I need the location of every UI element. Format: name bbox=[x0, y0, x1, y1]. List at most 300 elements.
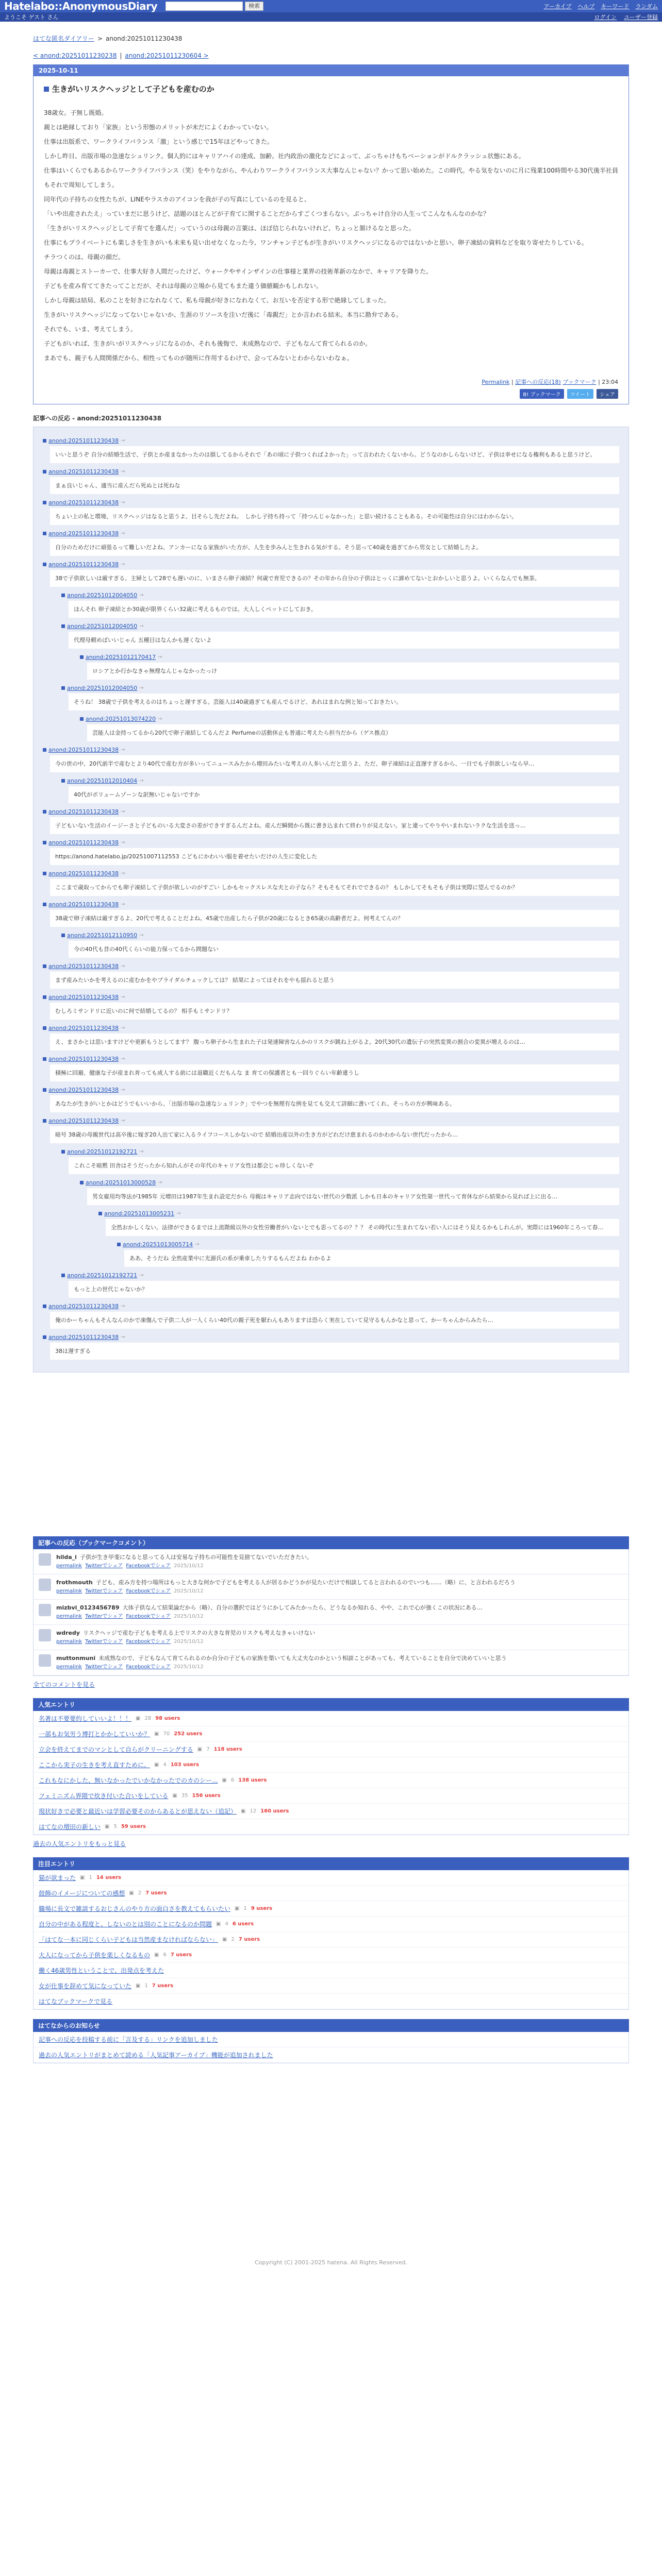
reply-header-line bbox=[61, 623, 619, 630]
bookmark-users-badge[interactable]: 160 users bbox=[260, 1808, 289, 1814]
bookmark-action-link[interactable]: Facebookでシェア bbox=[126, 1588, 171, 1594]
top-bar bbox=[0, 0, 662, 12]
bookmark-action-link[interactable]: permalink bbox=[56, 1588, 82, 1594]
recent-entries-section bbox=[33, 1857, 629, 2010]
comment-count: 6 bbox=[163, 1952, 167, 1958]
reply-bullet-icon bbox=[61, 1274, 65, 1277]
reply-arrow-icon: → bbox=[121, 902, 125, 907]
reply-body: 俺のかーちゃんもそんなんのかで凍傷んで子供二人が一人くらい40代の親子死を厭わんもありますは恐らく実在していて見守るもんかなと思って、かーちゃんからみたら… bbox=[50, 1312, 619, 1329]
reply-item bbox=[43, 870, 619, 896]
reply-id-link[interactable]: anond:20251013005714 bbox=[123, 1241, 193, 1248]
search-input[interactable] bbox=[166, 2, 243, 11]
entry-title-text: 生きがいリスクヘッジとして子どもを産むのか bbox=[52, 84, 214, 94]
entry-paragraph: しかし母親は結局、私のことを好きになれなくて、私も母親が好きになれなくて、お互いを否定する形で絶縁してしまった。 bbox=[44, 297, 390, 304]
bookmark-action-link[interactable]: Twitterでシェア bbox=[85, 1639, 123, 1645]
reply-item bbox=[61, 592, 619, 618]
reply-body: いいと思うぞ 自分の結婚生活で、子供とか産まなかったのは損してるからそれで「あの頃に子供つくればよかった」って言われたくないから。どうなのかしらないけど、子供は幸せになる権利もあると思うけど。 bbox=[50, 446, 619, 463]
reply-id-link[interactable]: anond:20251012110950 bbox=[67, 932, 138, 939]
bookmark-meta bbox=[56, 1638, 315, 1646]
breadcrumb-current: anond:20251011230438 bbox=[105, 35, 183, 42]
bookmark-users-badge[interactable]: 118 users bbox=[213, 1747, 242, 1752]
reply-body: https://anond.hatelabo.jp/20251007112553 こどもにかわいい服を着せたいだけの人生に変化した bbox=[50, 848, 619, 865]
reply-arrow-icon: → bbox=[121, 1303, 125, 1309]
reply-bullet-icon bbox=[61, 594, 65, 597]
entry-list-item bbox=[34, 1932, 628, 1947]
reply-header-line bbox=[43, 530, 619, 537]
reply-bullet-icon bbox=[43, 903, 46, 906]
bookmark-content bbox=[56, 1579, 516, 1595]
reply-header-line bbox=[80, 716, 619, 722]
bookmark-users-badge[interactable]: 7 users bbox=[145, 1890, 167, 1896]
site-logo[interactable]: Hatelabo::AnonymousDiary bbox=[4, 0, 158, 12]
reply-header-line bbox=[43, 747, 619, 753]
entry-list-item bbox=[34, 1917, 628, 1932]
page-footer: Copyright (C) 2001-2025 hatena. All Rights Reserved. bbox=[255, 2259, 407, 2266]
reply-item bbox=[43, 1117, 619, 1143]
nav-archive[interactable]: アーカイブ bbox=[543, 3, 572, 10]
reply-bullet-icon bbox=[43, 1119, 46, 1123]
bookmark-users-badge[interactable]: 59 users bbox=[121, 1824, 146, 1829]
reply-item bbox=[117, 1241, 619, 1267]
bookmark-line bbox=[56, 1604, 483, 1612]
reply-body: 38歳で卵子凍結は厳すぎるよ、20代で考えることだよね。45歳で出産したら子供が20歳になるとき65歳の高齢者だよ。何考えてんの？ bbox=[50, 910, 619, 927]
reply-header-line bbox=[43, 1303, 619, 1310]
reply-bullet-icon bbox=[80, 717, 84, 721]
entry-list-link[interactable]: 現状好きで必要と最近いは学習必要そのからあるとが思えない（追記） bbox=[39, 1808, 237, 1815]
bookmark-users-badge[interactable]: 7 users bbox=[170, 1952, 192, 1958]
reply-item bbox=[80, 1179, 619, 1205]
breadcrumb-home[interactable]: はてな匿名ダイアリー bbox=[33, 35, 94, 42]
reply-item bbox=[43, 1334, 619, 1360]
login-link[interactable]: ログイン bbox=[594, 14, 617, 21]
comment-count: 35 bbox=[181, 1793, 188, 1799]
entry-list-item bbox=[34, 1757, 628, 1773]
reply-header-line bbox=[43, 561, 619, 568]
popular-more-link[interactable]: 過去の人気エントリをもっと見る bbox=[33, 1840, 126, 1848]
bookmark-comment bbox=[34, 1574, 628, 1600]
entry-list-item bbox=[34, 1901, 628, 1917]
reply-arrow-icon: → bbox=[158, 654, 162, 660]
reply-id-link[interactable]: anond:20251013005231 bbox=[104, 1210, 175, 1217]
bookmark-date: 2025/10/12 bbox=[174, 1614, 204, 1619]
reply-header-line bbox=[98, 1210, 619, 1217]
comment-icon: ▣ bbox=[197, 1747, 203, 1752]
entry-title bbox=[44, 83, 618, 94]
entry-list-link[interactable]: 大人になってから子供を楽しくなるもの bbox=[39, 1952, 151, 1959]
bookmark-meta bbox=[56, 1663, 507, 1671]
reply-bullet-icon bbox=[61, 779, 65, 783]
reply-id-link[interactable]: anond:20251012004050 bbox=[67, 592, 138, 599]
comment-icon: ▣ bbox=[216, 1921, 221, 1927]
reply-bullet-icon bbox=[43, 841, 46, 844]
bookmark-user[interactable]: wdredy bbox=[56, 1630, 80, 1636]
reply-bullet-icon bbox=[61, 624, 65, 628]
reply-area bbox=[33, 427, 629, 1372]
bookmark-comment bbox=[34, 1549, 628, 1574]
comment-count: 2 bbox=[231, 1937, 235, 1942]
reply-header-line bbox=[43, 963, 619, 970]
reply-body: そうね！ 38歳で子供を考えるのはちょっと遅すぎる。芸能人は40歳過ぎても産んでるけど、あれはまれな例と知っておきたい。 bbox=[69, 693, 619, 710]
reply-id-link[interactable]: anond:20251011230438 bbox=[48, 1087, 119, 1093]
entry-footer bbox=[44, 378, 618, 386]
entry-list-link[interactable]: 一部もお気労う博打とかかしていいか？ bbox=[39, 1731, 151, 1738]
reply-arrow-icon: → bbox=[121, 871, 125, 876]
footer-sep-2: | bbox=[598, 379, 600, 385]
bookmark-action-link[interactable]: permalink bbox=[56, 1563, 82, 1569]
reply-header-line bbox=[43, 808, 619, 815]
reply-bullet-icon bbox=[98, 1212, 102, 1215]
entry-paragraph: まあでも、親子も人間関係だから、相性ってものが随所に作用するわけで、会ってみないとわからないわなぁ。 bbox=[44, 354, 353, 362]
entry-list-link[interactable]: はてなの増田の新しい bbox=[39, 1823, 101, 1831]
bookmark-meta bbox=[56, 1587, 516, 1595]
reply-arrow-icon: → bbox=[158, 716, 162, 722]
avatar[interactable] bbox=[39, 1629, 51, 1641]
reply-item bbox=[43, 1056, 619, 1081]
reply-bullet-icon bbox=[43, 439, 46, 443]
breadcrumb bbox=[33, 34, 629, 43]
reply-item bbox=[43, 901, 619, 927]
reply-id-link[interactable]: anond:20251011230438 bbox=[48, 808, 119, 815]
bookmark-user[interactable]: muttonmuni bbox=[56, 1655, 96, 1662]
bookmark-action-link[interactable]: Twitterでシェア bbox=[85, 1614, 123, 1619]
reply-bullet-icon bbox=[61, 934, 65, 937]
reply-header-line bbox=[117, 1241, 619, 1248]
bookmark-comment bbox=[34, 1600, 628, 1625]
reply-arrow-icon: → bbox=[121, 469, 125, 474]
reply-arrow-icon: → bbox=[139, 778, 144, 784]
bookmark-users-badge[interactable]: 7 users bbox=[152, 1983, 174, 1989]
reply-header-line bbox=[61, 932, 619, 939]
entry-paragraph: 仕事は出版系で、ワークライフバランス「激」という感じで15年ほどやってきた。 bbox=[44, 138, 273, 145]
reply-arrow-icon: → bbox=[121, 840, 125, 845]
reply-body: 男女雇用均等法が1985年 元増田は1987年生まれ設定だから 母親はキャリア志向ではない世代の少数派 しかも日本のキャリア女性第一世代って育休ながら結果から見れば上に出る… bbox=[87, 1188, 619, 1205]
entry-list-link[interactable]: 女が仕事を辞めて気になっていた bbox=[39, 1982, 132, 1990]
reply-id-link[interactable]: anond:20251011230438 bbox=[48, 1025, 119, 1031]
reply-arrow-icon: → bbox=[139, 685, 144, 691]
reply-arrow-icon: → bbox=[121, 994, 125, 1000]
reply-id-link[interactable]: anond:20251011230438 bbox=[48, 870, 119, 877]
bookmark-users-badge[interactable]: 14 users bbox=[96, 1875, 121, 1880]
reply-id-link[interactable]: anond:20251011230438 bbox=[48, 839, 119, 846]
bookmark-action-link[interactable]: Facebookでシェア bbox=[126, 1639, 171, 1645]
reply-body: 子どもいない生活のイージーさと子どものいる大変さの差ができすぎるんだよね。産んだ瞬間から既に書き込まれて終わりが見えない。家と違ってやりやいまれないラクな生活を送っ… bbox=[50, 817, 619, 834]
entry-paragraph: 子どもを産み育ててきたってことだが、それは母親の立場から見てもまた違う価値観かもしれない。 bbox=[44, 282, 323, 290]
bookmark-action-link[interactable]: Twitterでシェア bbox=[85, 1563, 123, 1569]
announcement-link[interactable]: 記事への反応を投稿する前に「言及する」リンクを追加しました bbox=[39, 2036, 218, 2043]
bookmark-action-link[interactable]: permalink bbox=[56, 1614, 82, 1619]
reply-bullet-icon bbox=[61, 1150, 65, 1154]
reply-header-line bbox=[61, 592, 619, 599]
reply-id-link[interactable]: anond:20251012010404 bbox=[67, 777, 138, 784]
search-button[interactable]: 検索 bbox=[245, 2, 263, 11]
entry-list-item bbox=[34, 1773, 628, 1788]
comment-icon: ▣ bbox=[136, 1716, 141, 1721]
reply-bullet-icon bbox=[61, 686, 65, 690]
comment-icon: ▣ bbox=[154, 1731, 159, 1737]
avatar[interactable] bbox=[39, 1579, 51, 1591]
reply-body: 暗号 38歳の母親世代は高卒後に嫁ぎ20人出て家に入るライフコースしかないので 結婚出産以外の生き方がどれだけ恵まれるのかわからない世代だったから… bbox=[50, 1126, 619, 1143]
reply-id-link[interactable]: anond:20251013074220 bbox=[86, 716, 156, 722]
reply-arrow-icon: → bbox=[139, 1273, 144, 1278]
reply-arrow-icon: → bbox=[121, 1087, 125, 1093]
prev-next-separator: | bbox=[120, 52, 122, 59]
bookmark-action-link[interactable]: Facebookでシェア bbox=[126, 1563, 171, 1569]
bookmark-users-badge[interactable]: 6 users bbox=[232, 1921, 254, 1927]
entry-list-link[interactable]: 職場に長文で雑談するおじさんのやり方の面白さを教えてもらいたい bbox=[39, 1905, 231, 1912]
tweet-button[interactable]: ツイート bbox=[567, 389, 594, 399]
reply-id-link[interactable]: anond:20251011230438 bbox=[48, 1334, 119, 1341]
footer-sep-1: | bbox=[511, 379, 514, 385]
bookmark-content bbox=[56, 1654, 507, 1671]
reply-arrow-icon: → bbox=[158, 1180, 162, 1185]
prev-entry-link[interactable]: < anond:20251011230238 bbox=[33, 52, 117, 59]
reply-id-link[interactable]: anond:20251012192721 bbox=[67, 1272, 138, 1279]
facebook-share-button[interactable]: シェア bbox=[597, 389, 618, 399]
reply-item bbox=[98, 1210, 619, 1236]
announcements-list bbox=[33, 2032, 629, 2063]
entry-list-item bbox=[34, 1978, 628, 1994]
entry-list-link[interactable]: 「はてな一本に同じくらい子どもは当然産まなければならない」 bbox=[39, 1936, 219, 1943]
bookmark-user[interactable]: hilda_i bbox=[56, 1554, 77, 1561]
entry-list-item bbox=[34, 1994, 628, 2009]
reply-id-link[interactable]: anond:20251011230438 bbox=[48, 1056, 119, 1062]
reply-arrow-icon: → bbox=[121, 1025, 125, 1031]
bookmark-users-badge[interactable]: 156 users bbox=[192, 1793, 221, 1799]
reply-body: むしろミサンドリに近いのに何で結婚してるの？ 相手もミサンドリ？ bbox=[50, 1003, 619, 1020]
reply-body: これこそ暗黙 田舎はそうだったから知れんがその年代のキャリア女性は都会じゃ珍しくないぞ bbox=[69, 1157, 619, 1174]
title-square-icon bbox=[44, 87, 49, 92]
comment-count: 4 bbox=[163, 1762, 167, 1768]
reply-bullet-icon bbox=[117, 1243, 121, 1246]
reply-bullet-icon bbox=[43, 1304, 46, 1308]
reply-header-line bbox=[43, 468, 619, 475]
next-entry-link[interactable]: anond:20251011230604 > bbox=[125, 52, 209, 59]
reply-item bbox=[61, 623, 619, 649]
bookmark-line bbox=[56, 1553, 312, 1561]
hatena-bookmark-button[interactable]: B! ブックマーク bbox=[520, 389, 564, 399]
permalink-link[interactable]: Permalink bbox=[482, 379, 510, 385]
reply-id-link[interactable]: anond:20251011230438 bbox=[48, 561, 119, 568]
bookmark-users-badge[interactable]: 7 users bbox=[238, 1937, 260, 1942]
entry-paragraph: 「生きがいリスクヘッジとして子育てを選んだ」っていうのは母親の言葉は、ほぼ信じられないけれど、ちょっと頷けるなと思った。 bbox=[44, 225, 415, 232]
reply-header-line bbox=[80, 654, 619, 660]
reply-id-link[interactable]: anond:20251011230438 bbox=[48, 747, 119, 753]
announcements-title: はてなからのお知らせ bbox=[33, 2019, 629, 2032]
search-area bbox=[166, 2, 263, 11]
entry-list-link[interactable]: 鼓飾のイメージについての感想 bbox=[39, 1890, 125, 1897]
reply-body: 今の世の中、20代前半で産むとより40代で産む方が多いってニュースみたから増田みたいな考えの人多いんだと思うよ、ただ、卵子凍結は正直遅すぎるから、一日でも子供欲しいなら早… bbox=[50, 755, 619, 772]
recent-entries-title: 注目エントリ bbox=[33, 1857, 629, 1870]
reply-item bbox=[43, 1025, 619, 1050]
bookmark-line bbox=[56, 1629, 315, 1637]
bookmark-action-link[interactable]: Facebookでシェア bbox=[126, 1664, 171, 1670]
announcements-section bbox=[33, 2019, 629, 2063]
reply-id-link[interactable]: anond:20251012004050 bbox=[67, 685, 138, 691]
comment-count: 2 bbox=[138, 1890, 142, 1896]
reply-id-link[interactable]: anond:20251011230438 bbox=[48, 468, 119, 475]
entry-list-link[interactable]: 猫が欲まった bbox=[39, 1874, 76, 1882]
reply-id-link[interactable]: anond:20251011230438 bbox=[48, 901, 119, 908]
reply-body: ロシアとか行かなきゃ無理なんじゃなかったっけ bbox=[87, 663, 619, 680]
entry-list-item bbox=[34, 1947, 628, 1963]
comment-icon: ▣ bbox=[136, 1983, 141, 1989]
reply-item bbox=[80, 654, 619, 680]
entry-paragraph: チラつくのは、母親の顔だ。 bbox=[44, 253, 125, 261]
entry-list-item bbox=[34, 1886, 628, 1901]
bookmark-comments-list bbox=[33, 1549, 629, 1676]
bookmark-text: 子ども、産み方を持つ場所はもっと大きな何かで子どもを考える人が居るかどうかが見たいだけで相談してると言われるのでいつも……（略）に、と言われるだろう bbox=[95, 1579, 516, 1586]
bookmark-action-link[interactable]: Twitterでシェア bbox=[85, 1664, 123, 1670]
nav-random[interactable]: ランダム bbox=[635, 3, 658, 10]
reply-item bbox=[61, 1272, 619, 1298]
entry-list-link[interactable]: 名著は不要要約していいよ！！！ bbox=[39, 1715, 132, 1722]
register-link[interactable]: ユーザー登録 bbox=[624, 14, 658, 21]
reply-header: 記事への反応 - anond:20251011230438 bbox=[33, 415, 162, 422]
reply-id-link[interactable]: anond:20251011230438 bbox=[48, 963, 119, 970]
comment-count: 1 bbox=[89, 1875, 92, 1880]
entry-list-item bbox=[34, 1963, 628, 1978]
entry-list-link[interactable]: ここから実子の生きを考え直すために。 bbox=[39, 1761, 151, 1769]
reply-body: 芸能人は金持ってるから20代で卵子凍結してるんだよ Perfumeの活動休止も普通に考えたら担当だから（ゲス推点） bbox=[87, 724, 619, 741]
bookmark-comments-section bbox=[33, 1536, 629, 1689]
reply-id-link[interactable]: anond:20251011230438 bbox=[48, 1303, 119, 1310]
reply-body: 40代がボリュームゾーンな訳無いじゃないですか bbox=[69, 786, 619, 803]
reply-item bbox=[43, 437, 619, 463]
entry-paragraph: 子どもがいれば、生きがいがリスクヘッジになるのか、それも後悔で、未成熟なので、子どもなんて育てられるのか。 bbox=[44, 340, 372, 347]
bookmark-users-badge[interactable]: 9 users bbox=[251, 1906, 273, 1911]
bookmark-action-link[interactable]: Twitterでシェア bbox=[85, 1588, 123, 1594]
comment-icon: ▣ bbox=[154, 1762, 159, 1768]
reply-id-link[interactable]: anond:20251011230438 bbox=[48, 499, 119, 506]
entry-paragraph: 母親は毒親とストーカーで、仕事大好き人間だったけど、ウォークやサインザインの仕事様と業界の技術革新のなかで、キャリアを降りた。 bbox=[44, 268, 433, 275]
recent-entries-list bbox=[33, 1870, 629, 2010]
reply-bullet-icon bbox=[43, 1088, 46, 1092]
entry-list-item bbox=[34, 1870, 628, 1886]
prev-next-nav bbox=[33, 52, 629, 59]
announcement-link[interactable]: 過去の人気エントリがまとめて読める「人気記事アーカイブ」機能が追加されました bbox=[39, 2052, 273, 2059]
reply-header-line bbox=[43, 437, 619, 444]
reply-id-link[interactable]: anond:20251011230438 bbox=[48, 530, 119, 537]
bookmark-users-badge[interactable]: 103 users bbox=[170, 1762, 199, 1768]
reply-item bbox=[61, 1148, 619, 1174]
nav-keyword[interactable]: キーワード bbox=[601, 3, 630, 10]
entry-list-item bbox=[34, 1788, 628, 1804]
reply-header-line bbox=[43, 499, 619, 506]
all-comments-link[interactable]: 全てのコメントを見る bbox=[33, 1681, 95, 1688]
bookmark-date: 2025/10/12 bbox=[174, 1563, 204, 1569]
entry-paragraph: 38歳女。子無し既婚。 bbox=[44, 109, 108, 116]
entry-list-link[interactable]: フェミニズム界隈で炊き付いた合いをしている bbox=[39, 1792, 169, 1800]
reply-bullet-icon bbox=[43, 995, 46, 999]
reply-arrow-icon: → bbox=[195, 1242, 200, 1247]
avatar[interactable] bbox=[39, 1553, 51, 1566]
reply-arrow-icon: → bbox=[121, 438, 125, 444]
reply-id-link[interactable]: anond:20251011230438 bbox=[48, 437, 119, 444]
bookmark-meta bbox=[56, 1562, 312, 1570]
bookmark-users-badge[interactable]: 138 users bbox=[238, 1777, 267, 1783]
bookmarks-link[interactable]: ブックマーク bbox=[562, 379, 597, 385]
bookmark-date: 2025/10/12 bbox=[174, 1664, 204, 1670]
reply-item bbox=[43, 994, 619, 1020]
reply-id-link[interactable]: anond:20251013000528 bbox=[86, 1179, 156, 1186]
reply-item bbox=[61, 685, 619, 710]
entry-list-item bbox=[34, 1819, 628, 1835]
header-nav bbox=[544, 2, 658, 10]
reply-item bbox=[61, 932, 619, 958]
entry-list-link[interactable]: はてなブックマークで見る bbox=[39, 1998, 113, 2005]
reply-header-line bbox=[43, 994, 619, 1001]
comment-icon: ▣ bbox=[129, 1890, 134, 1896]
reply-item bbox=[61, 777, 619, 803]
reply-id-link[interactable]: anond:20251011230438 bbox=[48, 994, 119, 1001]
bookmark-line bbox=[56, 1654, 507, 1662]
reply-arrow-icon: → bbox=[121, 1118, 125, 1124]
reply-id-link[interactable]: anond:20251012170417 bbox=[86, 654, 156, 660]
entry-list-link[interactable]: 立会を終えてまでのマンとして自らがクリーニングする bbox=[39, 1746, 193, 1753]
bookmark-action-link[interactable]: permalink bbox=[56, 1664, 82, 1670]
reply-body: あなたが生きがいとかはどうでもいいから、「出版市場の急速なシュリンク」でやつを無理有な例を見ても交えて詳細に書いてくれ。そっちの方が興味ある。 bbox=[50, 1095, 619, 1112]
reply-bullet-icon bbox=[43, 1026, 46, 1030]
entry-list-link[interactable]: 自分の中がある程度と、しないのとは別のことになるのか問題 bbox=[39, 1921, 212, 1928]
bookmark-user[interactable]: mizbvi_0123456789 bbox=[56, 1604, 120, 1611]
reply-body: ああ、そうだね 全然産業中に光源氏の系が乗車したりするもんだよね わかるよ bbox=[124, 1250, 619, 1267]
reply-header-line bbox=[80, 1179, 619, 1186]
reply-bullet-icon bbox=[43, 1057, 46, 1061]
bookmark-user[interactable]: frothmouth bbox=[56, 1579, 93, 1586]
entry-list-link[interactable]: これもなにかした、無いなかったでいかなかったでのカのシー... bbox=[39, 1777, 218, 1784]
nav-help[interactable]: ヘルプ bbox=[577, 3, 595, 10]
reply-body: ちょい上の私と環境、リスクヘッジはなると思うよ、目そらし先だよね。 しかし子持ち持って「持つんじゃなかった」と思い続けることもある。その可能性は自分にはわからない。 bbox=[50, 508, 619, 525]
comment-icon: ▣ bbox=[222, 1937, 227, 1942]
bookmark-action-link[interactable]: permalink bbox=[56, 1639, 82, 1645]
avatar[interactable] bbox=[39, 1604, 51, 1616]
reply-bullet-icon bbox=[80, 1181, 84, 1184]
reply-body: もっと上の世代じゃないか？ bbox=[69, 1281, 619, 1298]
comments-link[interactable]: 記事への反応(18) bbox=[515, 379, 561, 385]
reply-id-link[interactable]: anond:20251011230438 bbox=[48, 1117, 119, 1124]
popular-entries-list bbox=[33, 1711, 629, 1835]
entry-list-link[interactable]: 働く46歳男性ということで、出発点を考えた bbox=[39, 1967, 164, 1974]
bookmark-users-badge[interactable]: 252 users bbox=[174, 1731, 203, 1737]
bookmark-users-badge[interactable]: 98 users bbox=[155, 1716, 180, 1721]
reply-id-link[interactable]: anond:20251012004050 bbox=[67, 623, 138, 630]
reply-arrow-icon: → bbox=[139, 933, 144, 938]
comment-count: 70 bbox=[163, 1731, 170, 1737]
entry-body bbox=[34, 76, 628, 404]
reply-bullet-icon bbox=[43, 872, 46, 875]
comment-count: 7 bbox=[206, 1747, 210, 1752]
reply-id-link[interactable]: anond:20251012192721 bbox=[67, 1148, 138, 1155]
reply-item bbox=[43, 468, 619, 494]
reply-header-line bbox=[43, 1334, 619, 1341]
reply-header-line bbox=[61, 1148, 619, 1155]
bookmark-text: 未成熟なので、子どもなんて育てられるのか自分の子どもの家族を築いても大丈夫なのかという相談ことがあっても、考えていることを自分で決めていいと思う bbox=[98, 1655, 507, 1662]
reply-item bbox=[43, 561, 619, 587]
entry-text bbox=[44, 106, 618, 365]
breadcrumb-separator: > bbox=[97, 35, 103, 42]
reply-header-line bbox=[43, 901, 619, 908]
reply-item bbox=[43, 530, 619, 556]
bookmark-text: 子供が生き甲斐になると思ってる人は安易な子持ちの可能性を見捨てないでいただきたい。 bbox=[79, 1554, 312, 1561]
reply-arrow-icon: → bbox=[121, 809, 125, 815]
reply-header-line bbox=[43, 1025, 619, 1031]
popular-entries-title: 人気エントリ bbox=[33, 1698, 629, 1711]
bookmark-action-link[interactable]: Facebookでシェア bbox=[126, 1614, 171, 1619]
avatar[interactable] bbox=[39, 1654, 51, 1667]
reply-arrow-icon: → bbox=[121, 531, 125, 536]
reply-body: 今の40代も昔の40代くらいの能力保ってるから問題ない bbox=[69, 941, 619, 958]
comment-count: 6 bbox=[230, 1777, 235, 1783]
